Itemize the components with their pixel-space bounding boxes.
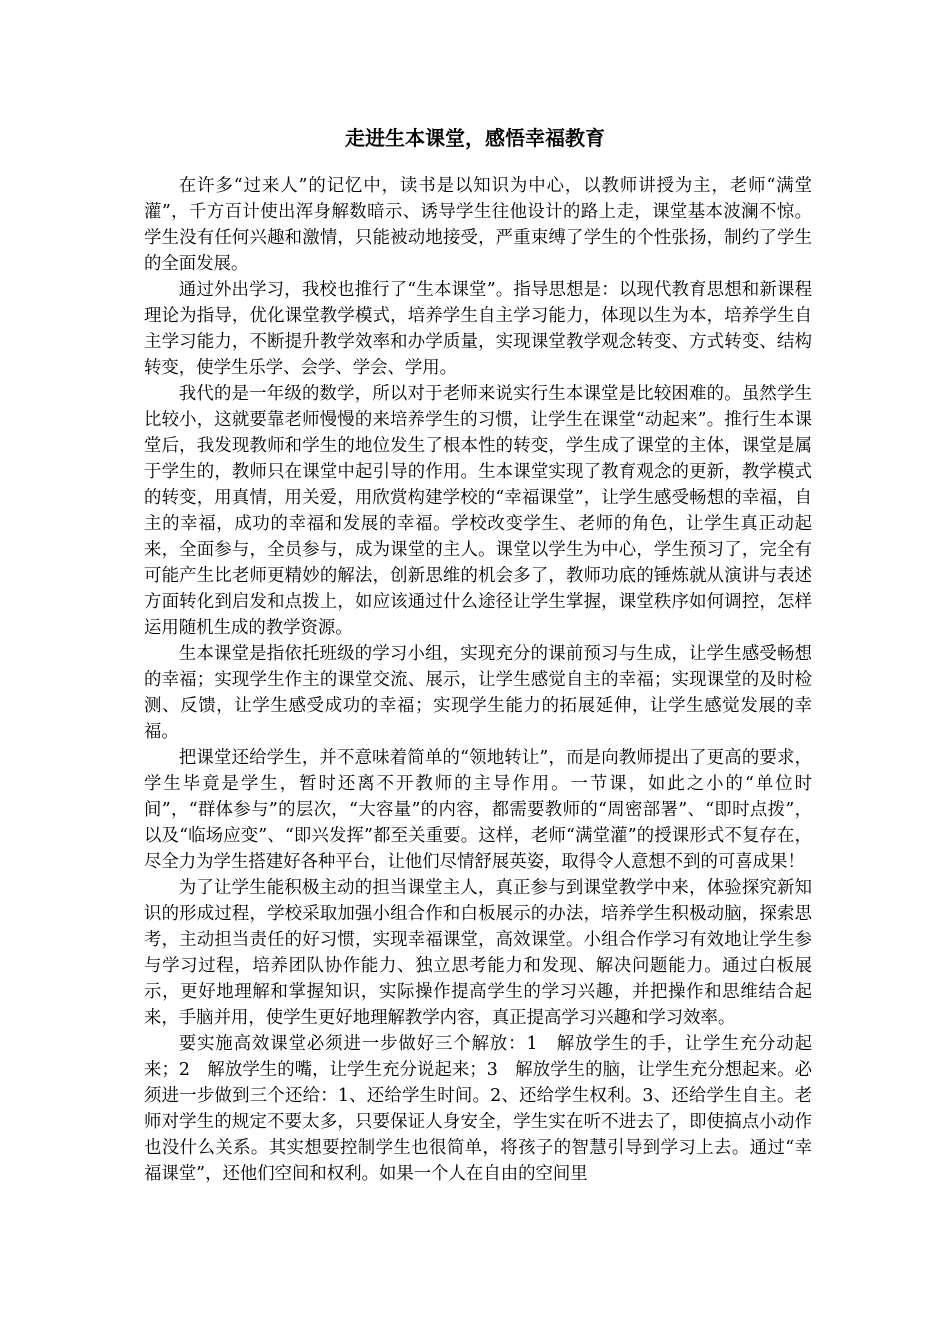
paragraph: 通过外出学习，我校也推行了“生本课堂”。指导思想是：以现代教育思想和新课程理论为指导，优化课堂教学模式，培养学生自主学习能力，体现以生为本，培养学生自主学习能力，不断提升教学效率和办学质量，实现课堂教学观念转变、方式转变、结构转变，使学生乐学、会学、学会、学用。 — [144, 280, 812, 378]
paragraph: 生本课堂是指依托班级的学习小组，实现充分的课前预习与生成，让学生感受畅想的幸福；实现学生作主的课堂交流、展示，让学生感觉自主的幸福；实现课堂的及时检测、反馈，让学生感受成功的幸福；实现学生能力的拓展延伸，让学生感觉发展的幸福。 — [144, 644, 812, 742]
paragraph: 我代的是一年级的数学，所以对于老师来说实行生本课堂是比较困难的。虽然学生比较小，这就要靠老师慢慢的来培养学生的习惯，让学生在课堂“动起来”。推行生本课堂后，我发现教师和学生的地位发生了根本性的转变，学生成了课堂的主体，课堂是属于学生的，教师只在课堂中起引导的作用。生本课堂实现了教育观念的更新，教学模式的转变，用真情，用关爱，用欣赏构建学校的“幸福课堂”，让学生感受畅想的幸福，自主的幸福，成功的幸福和发展的幸福。学校改变学生、老师的角色，让学生真正动起来，全面参与，全员参与，成为课堂的主人。课堂以学生为中心，学生预习了，完全有可能产生比老师更精妙的解法，创新思维的机会多了，教师功底的锤炼就从演讲与表述方面转化到启发和点拨上，如应该通过什么途径让学生掌握，课堂秩序如何调控，怎样运用随机生成的教学资源。 — [144, 384, 812, 638]
document-body — [144, 173, 812, 1187]
paragraph: 在许多“过来人”的记忆中，读书是以知识为中心，以教师讲授为主，老师“满堂灌”，千方百计使出浑身解数暗示、诱导学生往他设计的路上走，课堂基本波澜不惊。学生没有任何兴趣和激情，只能被动地接受，严重束缚了学生的个性张扬，制约了学生的全面发展。 — [144, 176, 812, 274]
paragraph: 要实施高效课堂必须进一步做好三个解放：1 解放学生的手，让学生充分动起来；2 解放学生的嘴，让学生充分说起来；3 解放学生的脑，让学生充分想起来。必须进一步做到三个还给：1、还给学生时间。2、还给学生权利。3、还给学生自主。老师对学生的规定不要太多，只要保证人身安全，学生实在听不进去了，即使搞点小动作也没什么关系。其实想要控制学生也很简单，将孩子的智慧引导到学习上去。通过“幸福课堂”，还他们空间和权利。如果一个人在自由的空间里 — [144, 1034, 812, 1184]
paragraph: 把课堂还给学生，并不意味着简单的“领地转让”，而是向教师提出了更高的要求，学生毕竟是学生，暂时还离不开教师的主导作用。一节课，如此之小的“单位时间”，“群体参与”的层次，“大容量”的内容，都需要教师的“周密部署”、“即时点拨”，以及“临场应变”、“即兴发挥”都至关重要。这样，老师“满堂灌”的授课形式不复存在，尽全力为学生搭建好各种平台，让他们尽情舒展英姿，取得令人意想不到的可喜成果！ — [144, 748, 812, 872]
document-title: 走进生本课堂，感悟幸福教育 — [345, 126, 605, 150]
paragraph: 为了让学生能积极主动的担当课堂主人，真正参与到课堂教学中来，体验探究新知识的形成过程，学校采取加强小组合作和白板展示的办法，培养学生积极动脑，探索思考，主动担当责任的好习惯，实现幸福课堂，高效课堂。小组合作学习有效地让学生参与学习过程，培养团队协作能力、独立思考能力和发现、解决问题能力。通过白板展示，更好地理解和掌握知识，实际操作提高学生的学习兴趣，并把操作和思维结合起来，手脑并用，使学生更好地理解教学内容，真正提高学习兴趣和学习效率。 — [144, 878, 812, 1028]
